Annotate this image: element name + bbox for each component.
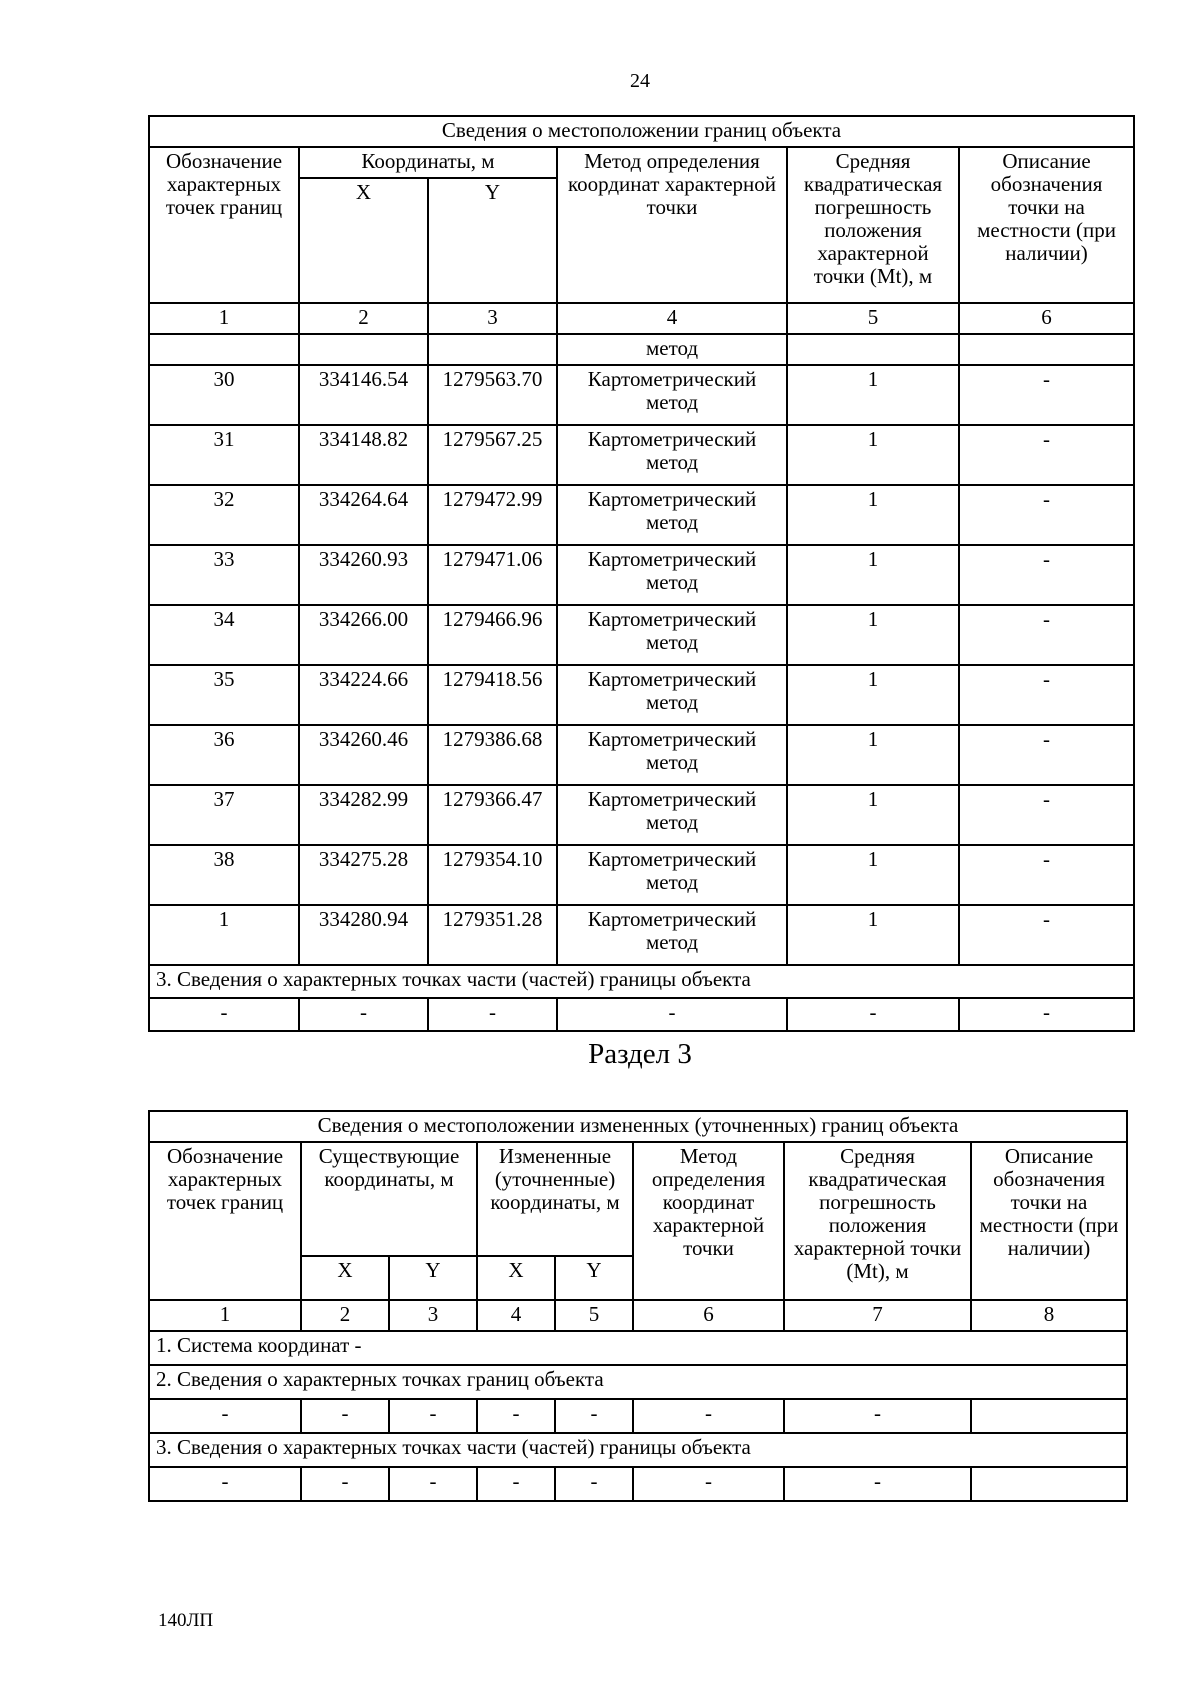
column-number: 1	[149, 1300, 301, 1331]
table-cell	[971, 1399, 1127, 1433]
method-continuation: метод	[557, 334, 787, 365]
table-row	[149, 545, 1134, 605]
header-description: Описание обозначения точки на местности (при наличии)	[971, 1142, 1127, 1300]
column-number: 4	[557, 303, 787, 334]
point-cell: 1	[149, 905, 299, 965]
error-cell: 1	[787, 365, 959, 425]
column-number: 8	[971, 1300, 1127, 1331]
y-cell: 1279366.47	[428, 785, 557, 845]
table-cell: -	[633, 1467, 784, 1501]
description-cell: -	[959, 845, 1134, 905]
column-number: 3	[389, 1300, 477, 1331]
column-number: 7	[784, 1300, 971, 1331]
table-cell: -	[301, 1467, 389, 1501]
section-2-row	[149, 1399, 1127, 1433]
description-cell: -	[959, 725, 1134, 785]
description-cell: -	[959, 485, 1134, 545]
table-cell: -	[301, 1399, 389, 1433]
x-cell: 334264.64	[299, 485, 428, 545]
y-cell: 1279386.68	[428, 725, 557, 785]
point-cell: 33	[149, 545, 299, 605]
method-cell: Картометрический метод	[557, 905, 787, 965]
x-cell: 334280.94	[299, 905, 428, 965]
table-cell: -	[389, 1399, 477, 1433]
y-cell: 1279472.99	[428, 485, 557, 545]
header-method: Метод определения координат характерной точки	[633, 1142, 784, 1300]
error-cell: 1	[787, 725, 959, 785]
error-cell: 1	[787, 425, 959, 485]
table-cell	[428, 334, 557, 365]
header-point: Обозначение характерных точек границ	[149, 1142, 301, 1300]
header-point: Обозначение характерных точек границ	[149, 147, 299, 303]
table-cell: -	[959, 998, 1134, 1031]
table-row	[149, 785, 1134, 845]
table-row	[149, 605, 1134, 665]
method-cell: Картометрический метод	[557, 725, 787, 785]
point-cell: 30	[149, 365, 299, 425]
description-cell: -	[959, 545, 1134, 605]
header-existing-coordinates: Существующие координаты, м	[301, 1142, 477, 1256]
table-row	[149, 425, 1134, 485]
method-cell: Картометрический метод	[557, 605, 787, 665]
point-cell: 31	[149, 425, 299, 485]
table-row	[149, 845, 1134, 905]
header-changed-x: X	[477, 1256, 555, 1300]
table-cell: -	[557, 998, 787, 1031]
header-description: Описание обозначения точки на местности (при наличии)	[959, 147, 1134, 303]
table-row	[149, 665, 1134, 725]
header-error: Средняя квадратическая погрешность положения характерной точки (Mt), м	[784, 1142, 971, 1300]
table-cell: -	[784, 1399, 971, 1433]
x-cell: 334275.28	[299, 845, 428, 905]
section-3-heading: 3. Сведения о характерных точках части (частей) границы объекта	[149, 965, 1134, 998]
continuation-row	[149, 334, 1134, 365]
description-cell: -	[959, 605, 1134, 665]
y-cell: 1279466.96	[428, 605, 557, 665]
point-cell: 37	[149, 785, 299, 845]
header-changed-y: Y	[555, 1256, 633, 1300]
column-numbers-row	[149, 303, 1134, 334]
section-1-heading: 1. Система координат -	[149, 1331, 1127, 1365]
table-cell	[787, 334, 959, 365]
table-cell: -	[299, 998, 428, 1031]
method-cell: Картометрический метод	[557, 365, 787, 425]
y-cell: 1279354.10	[428, 845, 557, 905]
column-number: 6	[633, 1300, 784, 1331]
table-cell: -	[428, 998, 557, 1031]
table-cell	[959, 334, 1134, 365]
point-cell: 32	[149, 485, 299, 545]
method-cell: Картометрический метод	[557, 845, 787, 905]
method-cell: Картометрический метод	[557, 425, 787, 485]
error-cell: 1	[787, 785, 959, 845]
table-cell: -	[633, 1399, 784, 1433]
y-cell: 1279418.56	[428, 665, 557, 725]
table-cell	[971, 1467, 1127, 1501]
x-cell: 334266.00	[299, 605, 428, 665]
column-number: 4	[477, 1300, 555, 1331]
table-cell: -	[477, 1467, 555, 1501]
table-caption: Сведения о местоположении границ объекта	[149, 116, 1134, 147]
section-3-heading: 3. Сведения о характерных точках части (частей) границы объекта	[149, 1433, 1127, 1467]
table-row	[149, 485, 1134, 545]
header-x: X	[299, 178, 428, 303]
y-cell: 1279567.25	[428, 425, 557, 485]
table-cell: -	[149, 998, 299, 1031]
table-cell: -	[149, 1399, 301, 1433]
point-cell: 38	[149, 845, 299, 905]
x-cell: 334224.66	[299, 665, 428, 725]
method-cell: Картометрический метод	[557, 785, 787, 845]
y-cell: 1279471.06	[428, 545, 557, 605]
description-cell: -	[959, 905, 1134, 965]
column-number: 6	[959, 303, 1134, 334]
section-title: Раздел 3	[588, 1038, 692, 1070]
header-existing-x: X	[301, 1256, 389, 1300]
point-cell: 36	[149, 725, 299, 785]
column-number: 2	[301, 1300, 389, 1331]
table-cell	[299, 334, 428, 365]
footer-code: 140ЛП	[158, 1610, 214, 1631]
column-number: 2	[299, 303, 428, 334]
method-cell: Картометрический метод	[557, 665, 787, 725]
changed-boundaries-table	[148, 1110, 1128, 1502]
error-cell: 1	[787, 845, 959, 905]
error-cell: 1	[787, 485, 959, 545]
table-cell: -	[149, 1467, 301, 1501]
column-number: 1	[149, 303, 299, 334]
column-number: 5	[787, 303, 959, 334]
description-cell: -	[959, 425, 1134, 485]
column-number: 5	[555, 1300, 633, 1331]
header-error: Средняя квадратическая погрешность положения характерной точки (Mt), м	[787, 147, 959, 303]
point-cell: 34	[149, 605, 299, 665]
table-caption: Сведения о местоположении измененных (уточненных) границ объекта	[149, 1111, 1127, 1142]
boundary-points-table	[148, 115, 1135, 1032]
description-cell: -	[959, 665, 1134, 725]
table-cell: -	[787, 998, 959, 1031]
table-cell: -	[477, 1399, 555, 1433]
header-coordinates: Координаты, м	[299, 147, 557, 178]
table-row	[149, 905, 1134, 965]
error-cell: 1	[787, 665, 959, 725]
column-number: 3	[428, 303, 557, 334]
x-cell: 334282.99	[299, 785, 428, 845]
description-cell: -	[959, 365, 1134, 425]
point-cell: 35	[149, 665, 299, 725]
table-cell	[149, 334, 299, 365]
table-row	[149, 725, 1134, 785]
header-existing-y: Y	[389, 1256, 477, 1300]
x-cell: 334260.46	[299, 725, 428, 785]
table-cell: -	[784, 1467, 971, 1501]
error-cell: 1	[787, 905, 959, 965]
error-cell: 1	[787, 605, 959, 665]
header-method: Метод определения координат характерной точки	[557, 147, 787, 303]
section-3-row	[149, 998, 1134, 1031]
error-cell: 1	[787, 545, 959, 605]
method-cell: Картометрический метод	[557, 485, 787, 545]
method-cell: Картометрический метод	[557, 545, 787, 605]
table-cell: -	[555, 1467, 633, 1501]
description-cell: -	[959, 785, 1134, 845]
y-cell: 1279563.70	[428, 365, 557, 425]
header-y: Y	[428, 178, 557, 303]
section-3-row	[149, 1467, 1127, 1501]
y-cell: 1279351.28	[428, 905, 557, 965]
page-number: 24	[630, 70, 650, 92]
x-cell: 334148.82	[299, 425, 428, 485]
table-cell: -	[555, 1399, 633, 1433]
header-changed-coordinates: Измененные (уточненные) координаты, м	[477, 1142, 633, 1256]
table-cell: -	[389, 1467, 477, 1501]
table-row	[149, 365, 1134, 425]
column-numbers-row	[149, 1300, 1127, 1331]
x-cell: 334146.54	[299, 365, 428, 425]
section-2-heading: 2. Сведения о характерных точках границ объекта	[149, 1365, 1127, 1399]
x-cell: 334260.93	[299, 545, 428, 605]
